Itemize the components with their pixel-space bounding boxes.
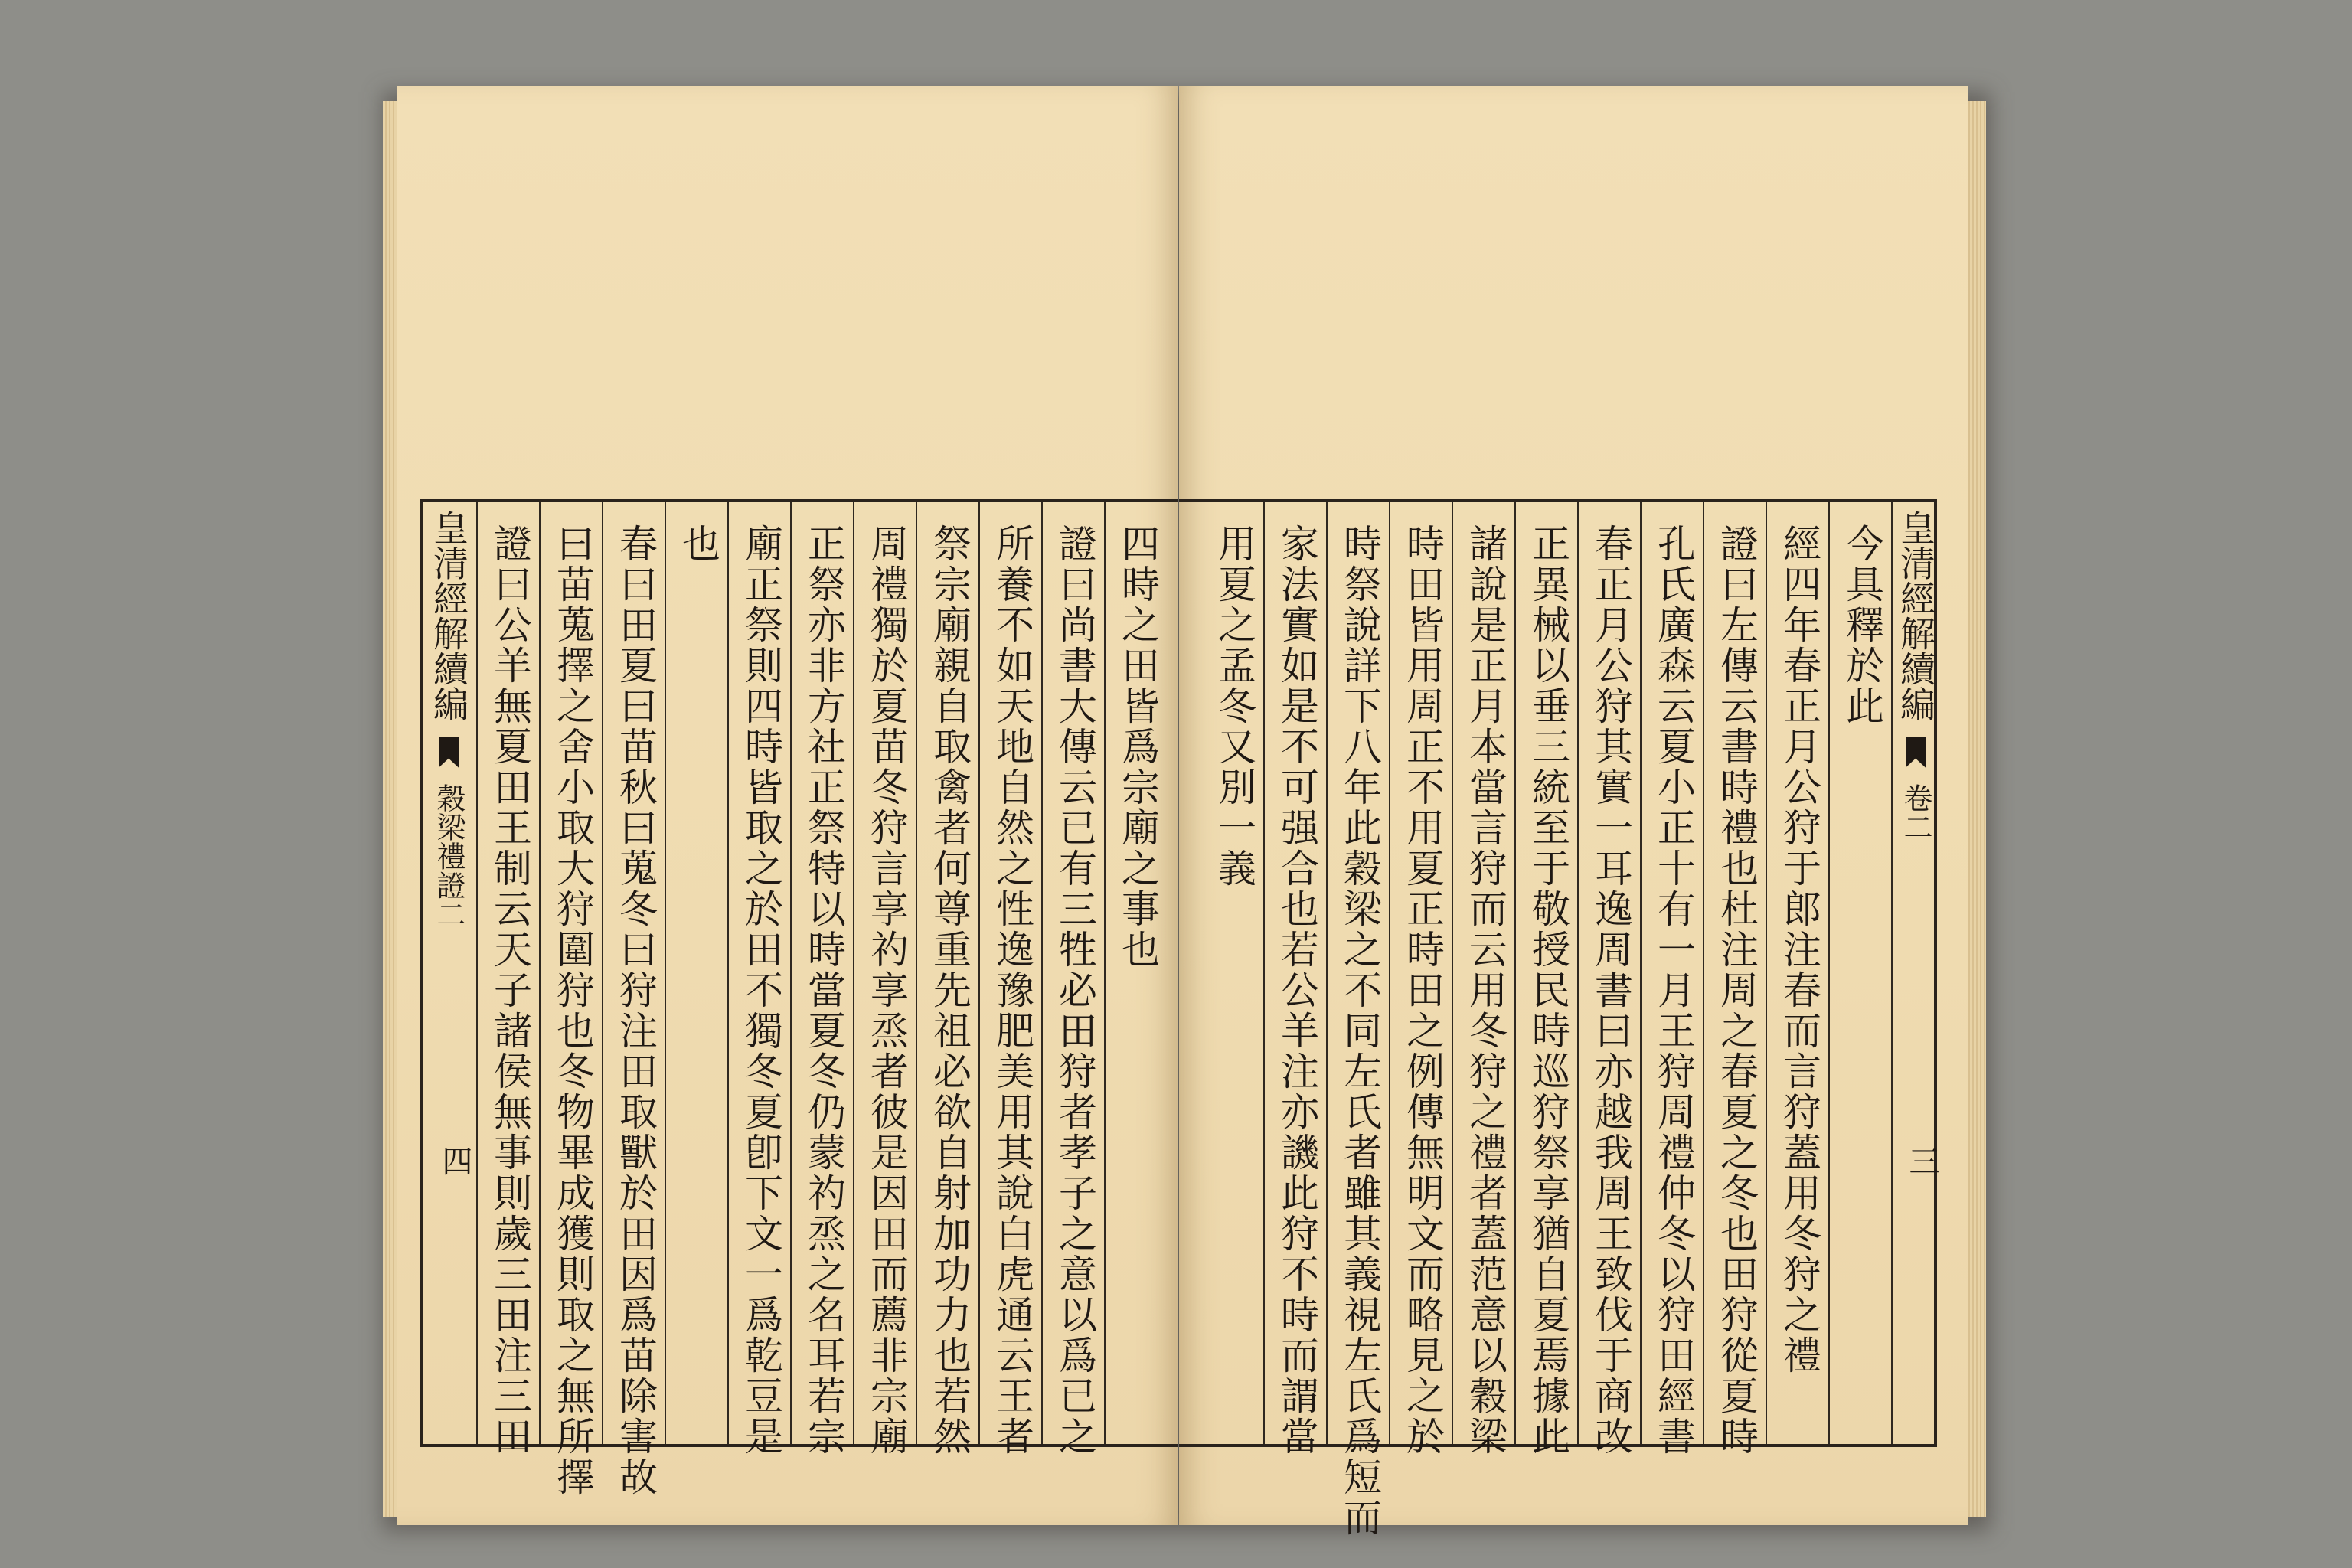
page-stack-right: [1966, 101, 1986, 1517]
column-rule: [1041, 502, 1043, 1444]
text-column: 周禮獨於夏苗冬狩言享礿享烝者彼是因田而薦非宗廟: [864, 524, 909, 1457]
right-spine-column: [1893, 510, 1939, 841]
fishtail-mark-icon: [439, 737, 459, 768]
left-header-title: 皇清經解續編: [428, 510, 469, 721]
column-rule: [790, 502, 792, 1444]
column-rule: [916, 502, 917, 1444]
text-column: 證曰尚書大傳云已有三牲必田狩者孝子之意以爲已之: [1053, 524, 1097, 1457]
column-rule: [665, 502, 666, 1444]
left-header-subtitle: 穀梁禮證二: [432, 783, 466, 929]
column-rule: [602, 502, 603, 1444]
column-rule: [539, 502, 541, 1444]
right-header-subtitle: 卷二: [1899, 783, 1932, 842]
column-rule: [1452, 502, 1453, 1444]
left-spine-column: [426, 510, 472, 929]
text-column: 經四年春正月公狩于郎注春而言狩蓋用冬狩之禮: [1777, 524, 1821, 1376]
column-rule: [727, 502, 729, 1444]
text-column: 四時之田皆爲宗廟之事也: [1116, 524, 1160, 970]
text-column: 春曰田夏曰苗秋曰蒐冬曰狩注田取獸於田因爲苗除害故: [613, 524, 658, 1498]
column-rule: [1104, 502, 1106, 1444]
text-column: 今具釋於此: [1840, 524, 1884, 727]
text-column: 正異械以垂三統至于敬授民時巡狩祭享猶自夏焉據此: [1526, 524, 1570, 1457]
column-rule: [1389, 502, 1390, 1444]
column-rule: [1828, 502, 1830, 1444]
right-page-number: 三: [1904, 1145, 1939, 1176]
column-rule: [1263, 502, 1265, 1444]
text-column: 春正月公狩其實一耳逸周書曰亦越我周王致伐于商改: [1589, 524, 1633, 1457]
right-page: [1179, 86, 1968, 1538]
column-rule: [1577, 502, 1579, 1444]
column-rule: [476, 502, 478, 1444]
text-column: 也: [676, 524, 720, 564]
text-column: 時祭說詳下八年此穀梁之不同左氏者雖其義視左氏爲短而: [1338, 524, 1382, 1538]
right-header-title: 皇清經解續編: [1895, 510, 1936, 721]
column-rule: [978, 502, 980, 1444]
text-column: 諸說是正月本當言狩而云用冬狩之禮者蓋范意以穀梁: [1463, 524, 1508, 1457]
text-column: 證曰左傳云書時禮也杜注周之春夏之冬也田狩從夏時: [1714, 524, 1759, 1457]
text-column: 時田皆用周正不用夏正時田之例傳無明文而略見之於: [1400, 524, 1445, 1457]
text-column: 用夏之孟冬又別一義: [1212, 524, 1256, 889]
left-page: [397, 86, 1178, 1525]
fishtail-mark-icon: [1906, 737, 1926, 768]
column-rule: [853, 502, 854, 1444]
page-stack-left: [383, 101, 398, 1517]
column-rule: [1514, 502, 1516, 1444]
open-book: [383, 86, 1983, 1538]
column-rule: [1640, 502, 1642, 1444]
right-text-frame: [1179, 499, 1939, 1538]
column-rule: [1766, 502, 1767, 1444]
text-column: 證曰公羊無夏田王制云天子諸侯無事則歲三田注三田: [488, 524, 532, 1457]
column-rule: [1703, 502, 1704, 1444]
text-column: 曰苗蒐擇之舍小取大狩圍狩也冬物畢成獲則取之無所擇: [550, 524, 595, 1498]
text-column: 所養不如天地自然之性逸豫肥美用其說白虎通云王者: [990, 524, 1034, 1457]
left-text-frame: [420, 499, 1178, 1498]
text-column: 廟正祭則四時皆取之於田不獨冬夏卽下文一爲乾豆是: [739, 524, 783, 1457]
text-column: 孔氏廣森云夏小正十有一月王狩周禮仲冬以狩田經書: [1651, 524, 1696, 1457]
show-through-text: [496, 116, 545, 410]
text-column: 祭宗廟親自取禽者何尊重先祖必欲自射加功力也若然: [927, 524, 972, 1457]
left-page-number: 四: [437, 1145, 472, 1176]
column-rule: [1326, 502, 1328, 1444]
text-column: 正祭亦非方社正祭特以時當夏冬仍蒙礿烝之名耳若宗: [802, 524, 846, 1457]
text-column: 家法實如是不可强合也若公羊注亦譏此狩不時而謂當: [1275, 524, 1319, 1457]
